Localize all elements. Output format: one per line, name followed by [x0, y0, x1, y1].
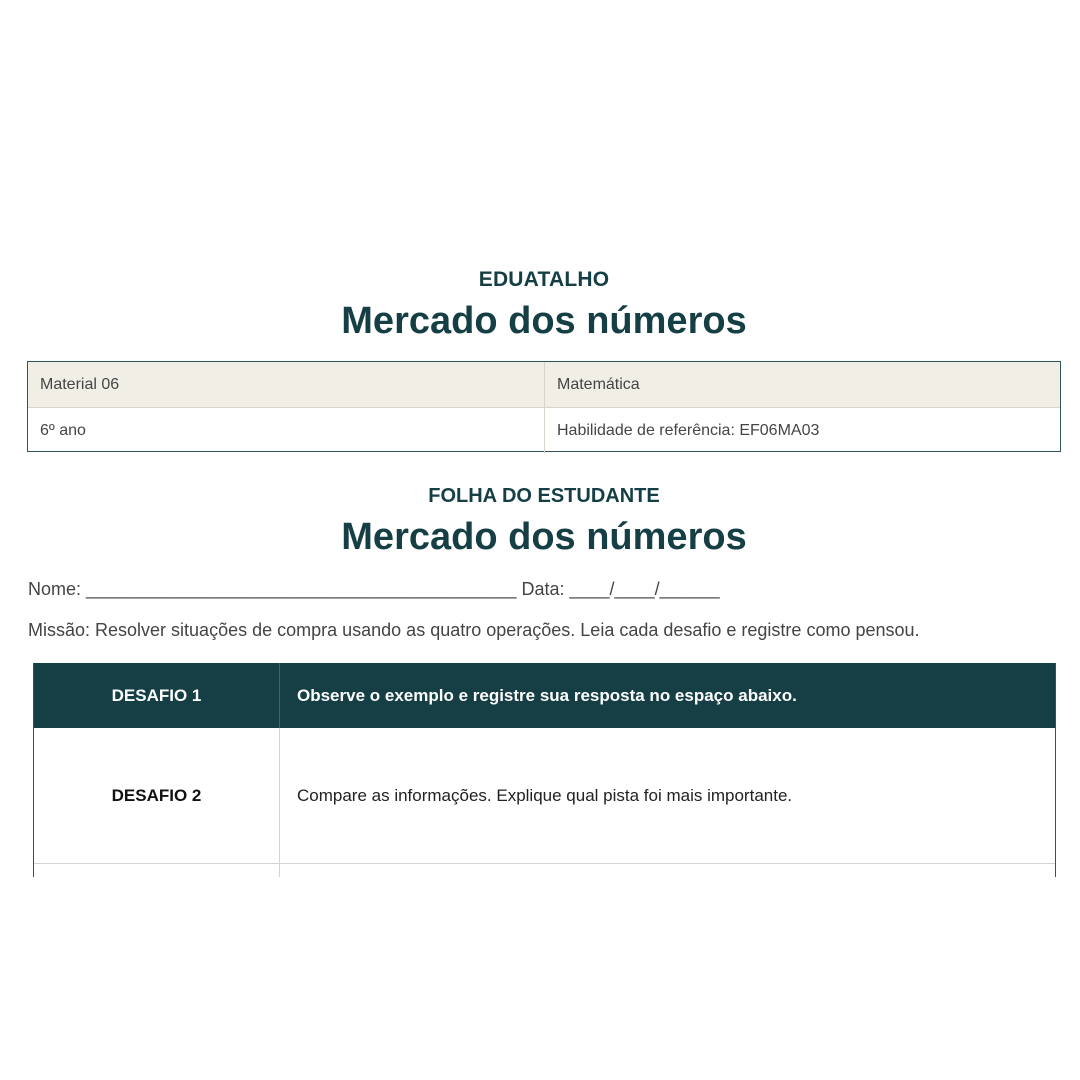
info-row-header	[28, 362, 1060, 408]
challenge-text-empty	[280, 864, 1055, 877]
challenge-label-empty	[34, 864, 280, 877]
challenge-row-3	[34, 864, 1055, 877]
challenge-label: DESAFIO 1	[34, 663, 280, 728]
brand-name: EDUATALHO	[478, 268, 610, 291]
info-table	[27, 361, 1061, 452]
challenge-row-1	[34, 663, 1055, 728]
challenge-label: DESAFIO 2	[34, 728, 280, 863]
material-cell: Material 06	[28, 362, 545, 407]
grade-cell: 6º ano	[28, 408, 545, 453]
sheet-subtitle: FOLHA DO ESTUDANTE	[428, 485, 660, 507]
subject-cell: Matemática	[557, 375, 640, 393]
mission-text: Missão: Resolver situações de compra usando as quatro operações. Leia cada desafio e registre como pensou.	[28, 620, 920, 640]
skill-cell: Habilidade de referência: EF06MA03	[557, 421, 820, 439]
challenge-text: Compare as informações. Explique qual pista foi mais importante.	[297, 785, 793, 805]
name-date-line: Nome: ___________________________________________ Data: ____/____/______	[28, 579, 720, 599]
page-title: Mercado dos números	[341, 300, 747, 342]
info-row	[28, 408, 1060, 453]
challenge-row-2	[34, 728, 1055, 864]
sheet-title: Mercado dos números	[341, 516, 747, 558]
challenge-table	[33, 663, 1056, 877]
challenge-text: Observe o exemplo e registre sua resposta no espaço abaixo.	[297, 685, 797, 705]
